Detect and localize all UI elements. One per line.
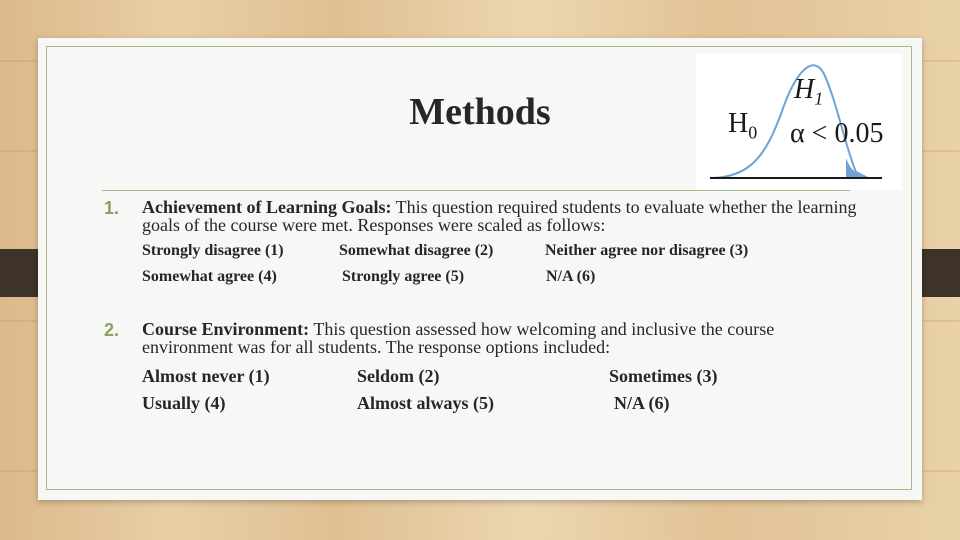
slide-title: Methods — [409, 91, 551, 133]
list-number: 2. — [104, 320, 120, 340]
list-paragraph — [142, 320, 862, 356]
option-label: N/A (6) — [546, 268, 596, 285]
h0-label: $H_0$ — [728, 108, 758, 143]
list-text: This question required students to evaluate whether the learning goals of the course were met. Responses were scaled as follows: — [142, 197, 857, 235]
list-text: This question assessed how welcoming and inclusive the course environment was for all students. The response options included: — [142, 319, 775, 357]
option-label: Somewhat agree (4) — [142, 268, 277, 285]
option-label: N/A (6) — [614, 393, 670, 413]
hypothesis-graphic — [696, 54, 902, 190]
option-label: Somewhat disagree (2) — [339, 242, 494, 259]
option-label: Almost never (1) — [142, 366, 270, 386]
option-label: Neither agree nor disagree (3) — [545, 242, 749, 259]
option-label: Strongly disagree (1) — [142, 242, 284, 259]
list-paragraph — [142, 198, 862, 234]
option-label: Sometimes (3) — [609, 366, 718, 386]
option-label: Strongly agree (5) — [342, 268, 465, 285]
list-heading: Course Environment: — [142, 319, 310, 339]
title-divider — [102, 190, 850, 191]
slide — [38, 38, 922, 500]
option-label: Usually (4) — [142, 393, 226, 413]
list-heading: Achievement of Learning Goals: — [142, 197, 392, 217]
list-number: 1. — [104, 198, 120, 218]
option-label: Seldom (2) — [357, 366, 440, 386]
alpha-label: α < 0.05 — [790, 118, 884, 149]
h1-label: $H_1$ — [794, 74, 824, 109]
option-label: Almost always (5) — [357, 393, 494, 413]
